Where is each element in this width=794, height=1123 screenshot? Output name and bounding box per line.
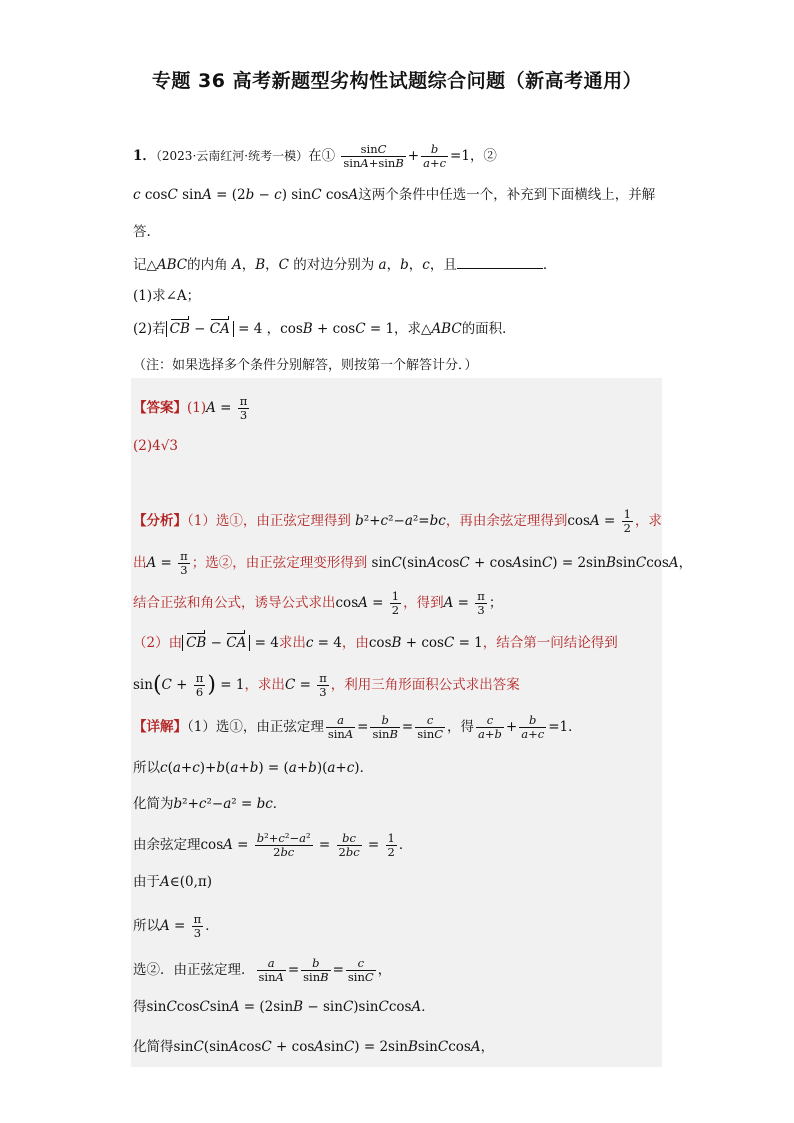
detail-line-9: 化简得sinC(sinAcosC + cosAsinC) = 2sinBsinCcosA，: [133, 1039, 495, 1055]
part-2-mid: ，求△: [394, 321, 432, 337]
question-source: （2023·云南红河·统考一模）: [155, 149, 309, 163]
analysis-text: ，结合第一问结论得到: [482, 635, 618, 651]
analysis-text: ，求: [634, 513, 662, 529]
detail-text: 所以: [133, 918, 160, 934]
detail-text: 所以: [133, 760, 160, 776]
detail-text: 化简得: [133, 1039, 174, 1055]
detail-text: 化简为: [133, 796, 174, 812]
detail-tag: 【详解】: [133, 719, 187, 735]
detail-line-3: 化简为b²+c²−a² = bc．: [133, 796, 287, 812]
analysis-line-5: sin(C + $\frac{\pi}{6}$ ) = 1，求出C = $\frac{\pi}{3}$ ，利用三角形面积公式求出答案: [133, 671, 520, 699]
analysis-text: ；选②，由正弦定理变形得到: [191, 555, 368, 571]
detail-text: 由余弦定理: [133, 837, 201, 853]
analysis-text: （1）选①，由正弦定理得到: [187, 513, 351, 529]
analysis-text: ，再由余弦定理得到: [445, 513, 568, 529]
detail-line-8: 得sinCcosCsinA = (2sinB − sinC)sinCcosA．: [133, 999, 435, 1015]
analysis-text: ，由: [341, 635, 369, 651]
part-1: (1)求∠A；: [133, 288, 201, 304]
question-line-3: 答.: [133, 224, 151, 240]
detail-line-5: 由于A∈(0,π): [133, 874, 213, 890]
detail-text: ，得: [447, 719, 475, 735]
answer-line-1: 【答案】(1)A = $\frac{\pi}{3}$: [133, 394, 248, 422]
page-title: 专题 36 高考新题型劣构性试题综合问题（新高考通用）: [151, 70, 643, 92]
detail-line-7: 选②．由正弦定理． $\frac{a}{\sin A}$ = $\frac{b}{\sin B}$ = $\frac{c}{\sin C}$ ，: [133, 956, 392, 984]
analysis-line-1: 【分析】（1）选①，由正弦定理得到 b²+c²−a²=bc，再由余弦定理得到cosA = $\frac{1}{2}$ ，求: [133, 507, 662, 535]
condition-1-tail: ，②: [469, 148, 497, 164]
detail-text: （1）选①，由正弦定理: [187, 719, 324, 735]
answer-1-label: (1): [187, 400, 207, 416]
fill-in-blank: [457, 254, 543, 269]
analysis-text: 出: [133, 555, 147, 571]
analysis-line-2: 出A = $\frac{\pi}{3}$ ；选②，由正弦定理变形得到 sinC(sinAcosC + cosAsinC) = 2sinBsinCcosA，: [133, 549, 693, 577]
part-2-lead: (2)若: [133, 321, 166, 337]
setup-text-b: 的内角: [187, 257, 228, 273]
part-2: (2)若 CB − CA = 4 ，cosB + cosC = 1，求△ABC的面积．: [133, 321, 516, 337]
analysis-text: ，求出: [244, 677, 285, 693]
analysis-text: 求出: [278, 635, 306, 651]
setup-text-c: 的对边分别为: [293, 257, 375, 273]
detail-line-6: 所以A = $\frac{\pi}{3}$ ．: [133, 912, 219, 940]
analysis-tag: 【分析】: [133, 513, 187, 529]
analysis-line-4: （2）由 CB − CA = 4求出c = 4，由cosB + cosC = 1，结合第一问结论得到: [133, 635, 618, 651]
analysis-text: ，利用三角形面积公式求出答案: [330, 677, 520, 693]
condition-2-tail: 这两个条件中任选一个，补充到下面横线上，并解: [358, 187, 656, 203]
detail-line-2: 所以c(a+c)+b(a+b) = (a+b)(a+c)．: [133, 760, 374, 776]
question-setup: 记△ABC的内角 A，B，C 的对边分别为 a，b，c，且 ．: [133, 254, 556, 275]
answer-line-2: (2)4√3: [133, 438, 178, 454]
part-2-tail: 的面积．: [461, 321, 516, 337]
condition-2-formula: c cosC sinA = (2b − c) sinC cosA: [133, 187, 359, 203]
answer-tag: 【答案】: [133, 400, 187, 416]
detail-text: 由于: [133, 874, 160, 890]
detail-text: 得: [133, 999, 147, 1015]
condition-1-lead: 在①: [308, 148, 336, 164]
question-line-2: [133, 185, 655, 205]
fraction: $\frac{b}{a+c}$: [423, 142, 447, 170]
analysis-text: （2）由: [133, 635, 183, 651]
analysis-text: 结合正弦和角公式，诱导公式求出: [133, 595, 336, 611]
detail-line-1: 【详解】（1）选①，由正弦定理 $\frac{a}{\sin A}$ = $\frac{b}{\sin B}$ = $\frac{c}{\sin C}$ ，得 $\frac{c}{a+b}$ + $\frac{b}{a+c}$ =1．: [133, 713, 582, 741]
setup-text-d: ，且: [429, 257, 457, 273]
fraction: $\frac{\sin C}{\sin A+\sin B}$: [343, 142, 404, 170]
setup-text-a: 记△: [133, 257, 157, 273]
question-number: 1．: [133, 148, 156, 164]
detail-text: 选②．由正弦定理．: [133, 962, 255, 978]
detail-line-4: 由余弦定理cosA = $\frac{\text{b²+c²−a²}}{2bc}$ = $\frac{bc}{2bc}$ = $\frac{1}{2}$ ．: [133, 831, 413, 859]
note: （注：如果选择多个条件分别解答，则按第一个解答计分．）: [133, 358, 478, 373]
question-line-1: 1．（2023·云南红河·统考一模）在① $\frac{\sin C}{\sin A+\sin B}$ + $\frac{b}{a+c}$ =1，②: [133, 142, 497, 170]
analysis-text: ，得到: [403, 595, 444, 611]
analysis-line-3: 结合正弦和角公式，诱导公式求出cosA = $\frac{1}{2}$ ，得到A = $\frac{\pi}{3}$ ；: [133, 589, 503, 617]
